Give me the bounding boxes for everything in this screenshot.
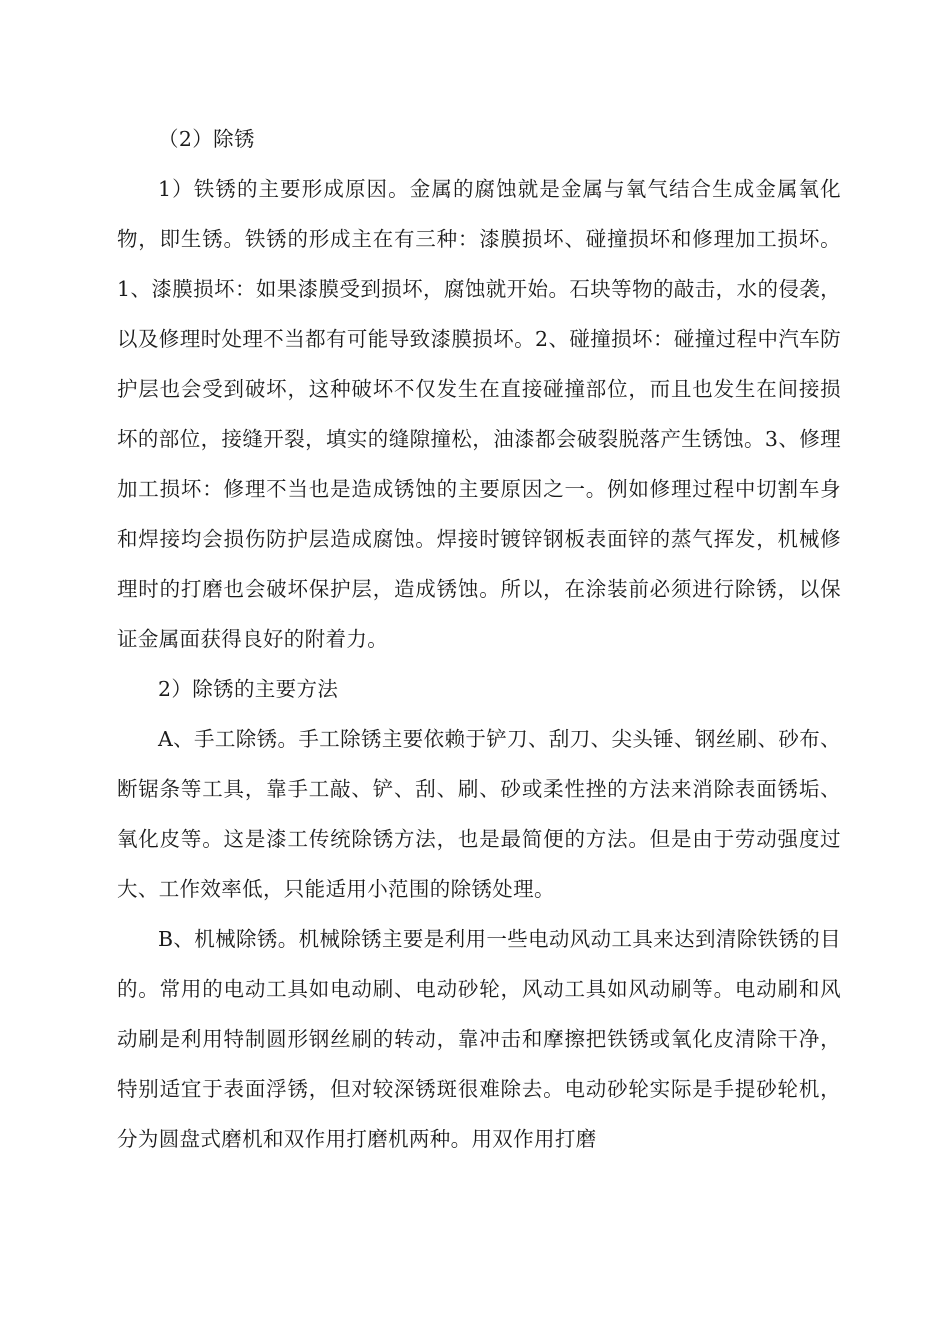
section-heading-derusting: （2）除锈 <box>158 127 255 151</box>
paragraph-manual-derusting: A、手工除锈。手工除锈主要依赖于铲刀、刮刀、尖头锤、钢丝刷、砂布、断锯条等工具，靠手工敲、铲、刮、刷、砂或柔性挫的方法来消除表面锈垢、氧化皮等。这是漆工传统除锈方法，也是最简便的方法。但是由于劳动强度过大、工作效率低，只能适用小范围的除锈处理。 <box>117 727 841 901</box>
paragraph-rust-causes: 1）铁锈的主要形成原因。金属的腐蚀就是金属与氧气结合生成金属氧化物，即生锈。铁锈的形成主在有三种：漆膜损坏、碰撞损坏和修理加工损坏。1、漆膜损坏：如果漆膜受到损坏，腐蚀就开始。石块等物的敲击，水的侵袭，以及修理时处理不当都有可能导致漆膜损坏。2、碰撞损坏：碰撞过程中汽车防护层也会受到破坏，这种破坏不仅发生在直接碰撞部位，而且也发生在间接损坏的部位，接缝开裂，填实的缝隙撞松，油漆都会破裂脱落产生锈蚀。3、修理加工损坏：修理不当也是造成锈蚀的主要原因之一。例如修理过程中切割车身和焊接均会损伤防护层造成腐蚀。焊接时镀锌钢板表面锌的蒸气挥发，机械修理时的打磨也会破坏保护层，造成锈蚀。所以，在涂装前必须进行除锈，以保证金属面获得良好的附着力。 <box>117 177 841 651</box>
paragraph-mechanical-derusting: B、机械除锈。机械除锈主要是利用一些电动风动工具来达到清除铁锈的目的。常用的电动工具如电动刷、电动砂轮，风动工具如风动刷等。电动刷和风动刷是利用特制圆形钢丝刷的转动，靠冲击和摩擦把铁锈或氧化皮清除干净，特别适宜于表面浮锈，但对较深锈斑很难除去。电动砂轮实际是手提砂轮机，分为圆盘式磨机和双作用打磨机两种。用双作用打磨 <box>117 927 841 1151</box>
subheading-derusting-methods: 2）除锈的主要方法 <box>158 677 339 701</box>
document-page <box>117 114 841 1164</box>
